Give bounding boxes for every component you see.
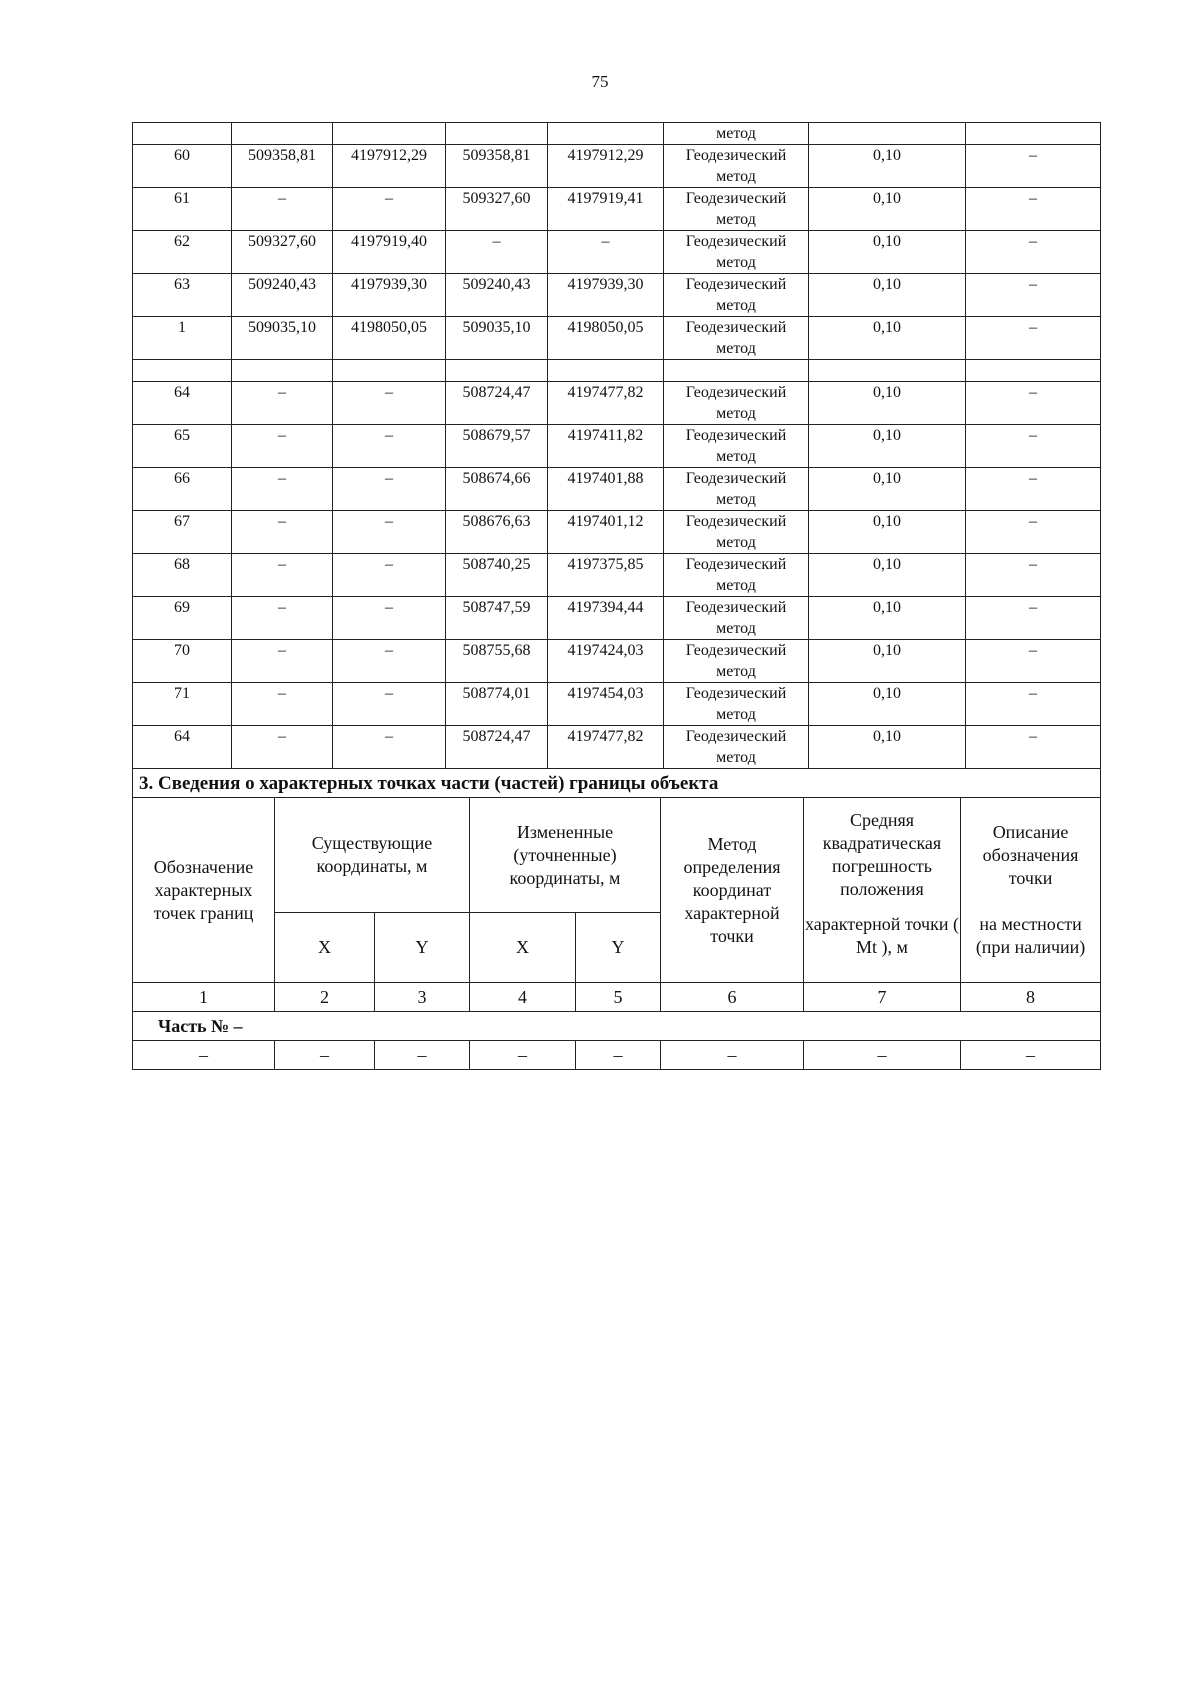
method-cell [664,511,809,554]
point-number-cell: 64 [133,726,232,769]
changed-y-cell: 4197477,82 [548,726,664,769]
changed-x-cell: 508755,68 [446,640,548,683]
column-number: 6 [661,983,804,1012]
table-row [133,317,1101,360]
method-cell [664,145,809,188]
changed-x-cell: 508674,66 [446,468,548,511]
existing-x-cell: 509358,81 [232,145,333,188]
method-cell [664,683,809,726]
section3-table [132,768,1101,1070]
existing-y-cell: – [333,188,446,231]
table-row [133,382,1101,425]
description-cell: – [966,511,1101,554]
table-row [133,231,1101,274]
table-row [133,683,1101,726]
point-number-cell: 61 [133,188,232,231]
header-designation: Обозначение характерных точек границ [133,798,275,983]
column-number: 8 [961,983,1101,1012]
table-row [133,511,1101,554]
empty-cell [966,360,1101,382]
method-cell [664,597,809,640]
method-line: метод [716,491,756,508]
table-cell: – [804,1041,961,1070]
description-cell: – [966,317,1101,360]
method-cell [664,554,809,597]
point-number-cell: 68 [133,554,232,597]
changed-y-cell: 4198050,05 [548,317,664,360]
empty-cell [809,360,966,382]
empty-cell [333,360,446,382]
existing-x-cell: – [232,511,333,554]
point-number-cell: 63 [133,274,232,317]
method-line: метод [716,620,756,637]
changed-y-cell: – [548,231,664,274]
method-line: метод [716,168,756,185]
changed-x-cell: 508679,57 [446,425,548,468]
column-number: 1 [133,983,275,1012]
method-line: Геодезический [685,470,787,487]
accuracy-cell: 0,10 [809,317,966,360]
changed-y-cell: 4197401,88 [548,468,664,511]
table-row [133,554,1101,597]
method-cell [664,231,809,274]
changed-x-cell: 509240,43 [446,274,548,317]
existing-y-cell: 4198050,05 [333,317,446,360]
column-number: 2 [275,983,375,1012]
existing-x-cell: 509240,43 [232,274,333,317]
method-line: Геодезический [685,233,787,250]
changed-y-cell: 4197912,29 [548,145,664,188]
header-description-bottom: на местности (при наличии) [961,913,1101,983]
changed-y-cell: 4197401,12 [548,511,664,554]
description-cell: – [966,554,1101,597]
continuation-method: метод [664,123,809,145]
changed-x-cell: 509358,81 [446,145,548,188]
changed-x-cell: 508724,47 [446,382,548,425]
existing-x-cell: – [232,683,333,726]
point-number-cell: 60 [133,145,232,188]
existing-y-cell: – [333,425,446,468]
header-changed-x: X [470,913,576,983]
header-method: Метод определения координат характерной точки [661,798,804,983]
changed-x-cell: – [446,231,548,274]
accuracy-cell: 0,10 [809,145,966,188]
point-number-cell: 62 [133,231,232,274]
column-number: 5 [576,983,661,1012]
method-cell [664,317,809,360]
header-existing-x: X [275,913,375,983]
changed-x-cell: 508676,63 [446,511,548,554]
accuracy-cell: 0,10 [809,468,966,511]
changed-y-cell: 4197375,85 [548,554,664,597]
description-cell: – [966,231,1101,274]
method-line: Геодезический [685,190,787,207]
existing-y-cell: – [333,382,446,425]
changed-x-cell: 508774,01 [446,683,548,726]
page-number: 75 [591,72,609,91]
empty-cell [232,360,333,382]
existing-x-cell: 509035,10 [232,317,333,360]
accuracy-cell: 0,10 [809,597,966,640]
section3-title: 3. Сведения о характерных точках части (частей) границы объекта [133,769,1101,798]
table-row [133,274,1101,317]
description-cell: – [966,382,1101,425]
header-accuracy-bottom: характерной точки ( Mt ), м [804,913,961,983]
method-cell [664,382,809,425]
accuracy-cell: 0,10 [809,382,966,425]
method-line: метод [716,663,756,680]
existing-x-cell: – [232,425,333,468]
method-line: Геодезический [685,556,787,573]
method-line: метод [716,534,756,551]
method-cell [664,726,809,769]
table-cell: – [133,1041,275,1070]
method-cell [664,188,809,231]
existing-x-cell: 509327,60 [232,231,333,274]
point-number-cell: 65 [133,425,232,468]
method-line: метод [716,297,756,314]
existing-x-cell: – [232,468,333,511]
point-number-cell: 71 [133,683,232,726]
existing-y-cell: – [333,511,446,554]
method-line: Геодезический [685,276,787,293]
accuracy-cell: 0,10 [809,231,966,274]
part-data-row [133,1041,1101,1070]
changed-y-cell: 4197454,03 [548,683,664,726]
table-row [133,640,1101,683]
method-cell [664,640,809,683]
accuracy-cell: 0,10 [809,425,966,468]
accuracy-cell: 0,10 [809,726,966,769]
description-cell: – [966,145,1101,188]
header-changed-y: Y [576,913,661,983]
method-line: Геодезический [685,642,787,659]
accuracy-cell: 0,10 [809,554,966,597]
method-line: Геодезический [685,513,787,530]
table-row [133,597,1101,640]
existing-x-cell: – [232,726,333,769]
changed-x-cell: 508740,25 [446,554,548,597]
description-cell: – [966,188,1101,231]
method-line: метод [716,340,756,357]
method-cell [664,468,809,511]
method-line: метод [716,254,756,271]
existing-x-cell: – [232,382,333,425]
changed-y-cell: 4197477,82 [548,382,664,425]
spacer-row [133,360,1101,382]
existing-y-cell: – [333,468,446,511]
method-line: метод [716,405,756,422]
table-cell: – [375,1041,470,1070]
description-cell: – [966,683,1101,726]
method-line: Геодезический [685,147,787,164]
description-cell: – [966,425,1101,468]
point-number-cell: 67 [133,511,232,554]
description-cell: – [966,468,1101,511]
accuracy-cell: 0,10 [809,511,966,554]
table-row [133,425,1101,468]
part-label: Часть № – [133,1012,1101,1041]
method-line: метод [716,448,756,465]
method-line: Геодезический [685,728,787,745]
table-row [133,145,1101,188]
changed-x-cell: 508747,59 [446,597,548,640]
empty-cell [133,360,232,382]
existing-y-cell: – [333,640,446,683]
description-cell: – [966,726,1101,769]
changed-y-cell: 4197394,44 [548,597,664,640]
existing-y-cell: – [333,554,446,597]
method-line: Геодезический [685,685,787,702]
coordinates-table [132,122,1101,769]
column-number: 4 [470,983,576,1012]
description-cell: – [966,274,1101,317]
table-cell: – [576,1041,661,1070]
empty-cell [664,360,809,382]
method-line: метод [716,749,756,766]
table-cell: – [961,1041,1101,1070]
column-number: 7 [804,983,961,1012]
header-existing: Существующие координаты, м [275,798,470,913]
accuracy-cell: 0,10 [809,640,966,683]
table-row [133,188,1101,231]
existing-x-cell: – [232,188,333,231]
accuracy-cell: 0,10 [809,683,966,726]
header-accuracy-top: Средняя квадратическая погрешность положения [804,798,961,913]
continuation-row [133,123,1101,145]
changed-x-cell: 509035,10 [446,317,548,360]
existing-x-cell: – [232,597,333,640]
accuracy-cell: 0,10 [809,188,966,231]
changed-y-cell: 4197919,41 [548,188,664,231]
point-number-cell: 66 [133,468,232,511]
method-line: метод [716,577,756,594]
changed-y-cell: 4197411,82 [548,425,664,468]
method-line: Геодезический [685,599,787,616]
existing-y-cell: – [333,683,446,726]
existing-y-cell: 4197919,40 [333,231,446,274]
changed-x-cell: 508724,47 [446,726,548,769]
accuracy-cell: 0,10 [809,274,966,317]
method-line: метод [716,706,756,723]
method-line: Геодезический [685,319,787,336]
empty-cell [548,360,664,382]
changed-y-cell: 4197939,30 [548,274,664,317]
table-cell: – [275,1041,375,1070]
table-row [133,468,1101,511]
header-existing-y: Y [375,913,470,983]
header-changed: Измененные (уточненные) координаты, м [470,798,661,913]
point-number-cell: 64 [133,382,232,425]
column-numbers-row [133,983,1101,1012]
existing-x-cell: – [232,554,333,597]
column-number: 3 [375,983,470,1012]
method-line: метод [716,211,756,228]
method-cell [664,274,809,317]
description-cell: – [966,597,1101,640]
point-number-cell: 1 [133,317,232,360]
table-cell: – [661,1041,804,1070]
method-line: Геодезический [685,384,787,401]
changed-x-cell: 509327,60 [446,188,548,231]
description-cell: – [966,640,1101,683]
changed-y-cell: 4197424,03 [548,640,664,683]
method-line: Геодезический [685,427,787,444]
table-row [133,726,1101,769]
existing-y-cell: 4197912,29 [333,145,446,188]
table-cell: – [470,1041,576,1070]
header-description-top: Описание обозначения точки [961,798,1101,913]
existing-y-cell: 4197939,30 [333,274,446,317]
point-number-cell: 70 [133,640,232,683]
existing-y-cell: – [333,726,446,769]
point-number-cell: 69 [133,597,232,640]
existing-y-cell: – [333,597,446,640]
empty-cell [446,360,548,382]
existing-x-cell: – [232,640,333,683]
method-cell [664,425,809,468]
